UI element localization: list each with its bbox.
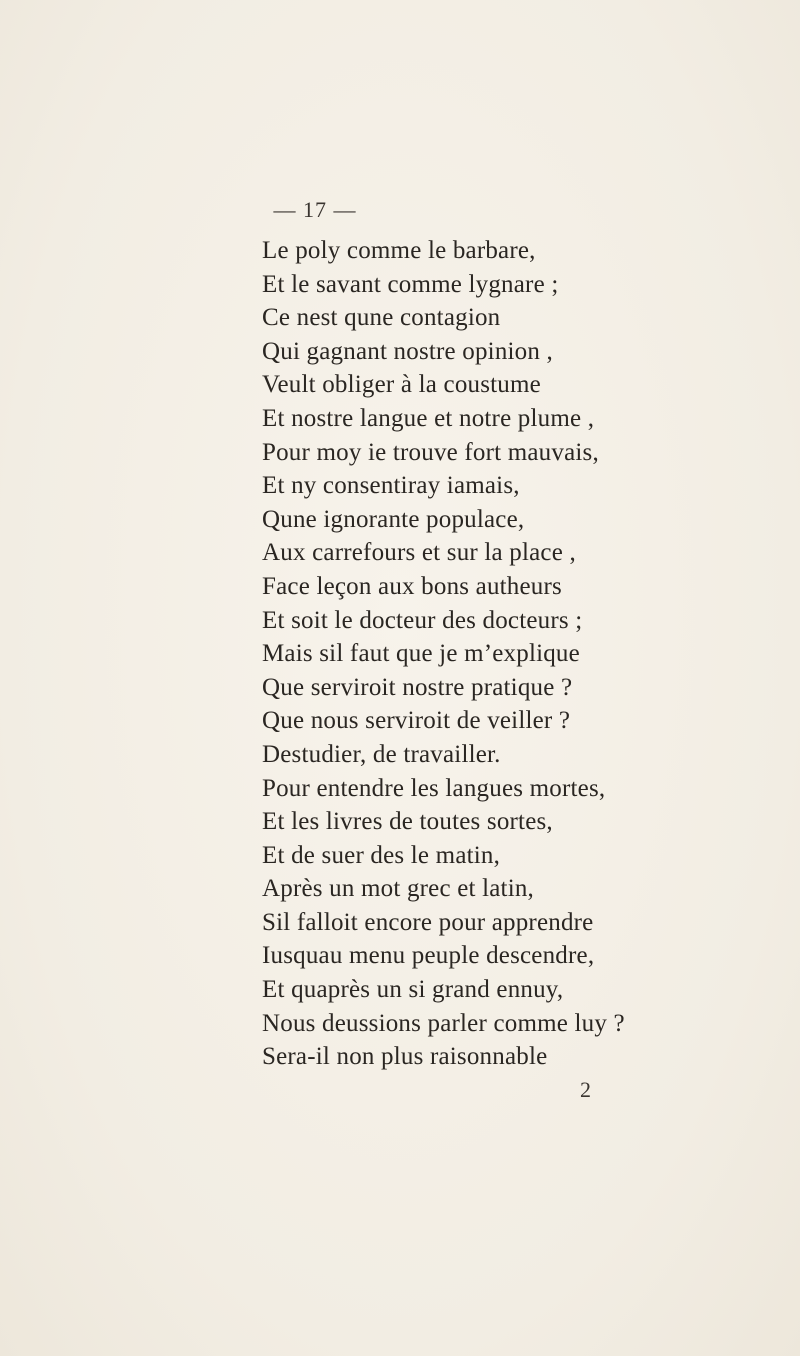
poem-line: Et de suer des le matin, — [262, 841, 501, 869]
poem-text — [262, 234, 625, 1074]
poem-line: Qui gagnant nostre opinion , — [262, 337, 553, 365]
poem-line: Et le savant comme lygnare ; — [262, 270, 559, 298]
poem-line: Mais sil faut que je m’explique — [262, 640, 580, 668]
poem-line: Veult obliger à la coustume — [262, 371, 541, 399]
poem-line: Qune ignorante populace, — [262, 505, 525, 533]
poem-line: Ce nest qune contagion — [262, 304, 501, 332]
poem-line: Et nostre langue et notre plume , — [262, 404, 595, 432]
poem-line: Face leçon aux bons autheurs — [262, 572, 562, 600]
poem-line: Iusquau menu peuple descendre, — [262, 942, 595, 970]
poem-line: Sera-il non plus raisonnable — [262, 1043, 548, 1071]
poem-line: Aux carrefours et sur la place , — [262, 539, 576, 567]
poem-line: Que serviroit nostre pratique ? — [262, 673, 573, 701]
poem-line: Après un mot grec et latin, — [262, 875, 534, 903]
page-number: — 17 — — [273, 197, 357, 222]
poem-line: Sil falloit encore pour apprendre — [262, 908, 594, 936]
poem-line: Et les livres de toutes sortes, — [262, 808, 553, 836]
poem-line: Et ny consentiray iamais, — [262, 472, 520, 500]
poem-line: Et soit le docteur des docteurs ; — [262, 606, 583, 634]
poem-line: Nous deussions parler comme luy ? — [262, 1009, 625, 1037]
poem-line: Et quaprès un si grand ennuy, — [262, 976, 564, 1004]
poem-line: Que nous serviroit de veiller ? — [262, 707, 571, 735]
poem-line: Destudier, de travailler. — [262, 740, 501, 768]
poem-line: Le poly comme le barbare, — [262, 237, 536, 264]
poem-line: Pour moy ie trouve fort mauvais, — [262, 438, 599, 466]
signature-mark: 2 — [580, 1077, 591, 1102]
poem-line: Pour entendre les langues mortes, — [262, 774, 606, 802]
